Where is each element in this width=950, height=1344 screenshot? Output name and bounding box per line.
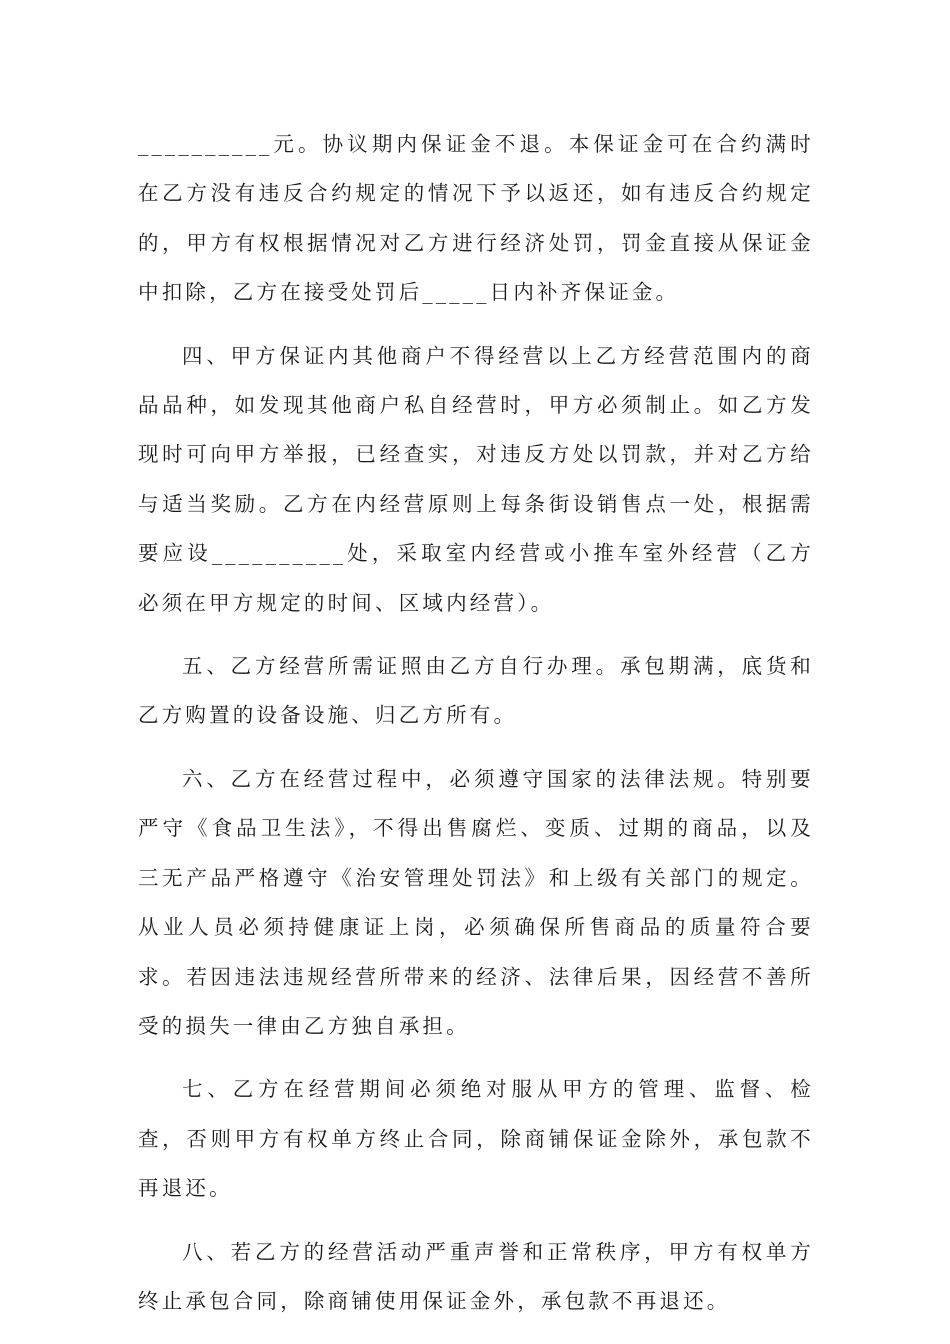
document-body [138,120,814,1340]
paragraph-clause-4: 四、甲方保证内其他商户不得经营以上乙方经营范围内的商品品种，如发现其他商户私自经营时，甲方必须制止。如乙方发现时可向甲方举报，已经查实，对违反方处以罚款，并对乙方给与适当奖励。乙方在内经营原则上每条街设销售点一处，根据需要应设__________处，采取室内经营或小推车室外经营（乙方必须在甲方规定的时间、区域内经营）。 [138,343,814,615]
paragraph-clause-8: 八、若乙方的经营活动严重声誉和正常秩序，甲方有权单方终止承包合同，除商铺使用保证金外，承包款不再退还。 [138,1239,814,1313]
paragraph-deposit-clause: __________元。协议期内保证金不退。本保证金可在合约满时在乙方没有违反合约规定的情况下予以返还，如有违反合约规定的，甲方有权根据情况对乙方进行经济处罚，罚金直接从保证金中扣除，乙方在接受处罚后_____日内补齐保证金。 [138,132,814,305]
paragraph-clause-5: 五、乙方经营所需证照由乙方自行办理。承包期满，底货和乙方购置的设备设施、归乙方所有。 [138,654,814,728]
paragraph-clause-7: 七、乙方在经营期间必须绝对服从甲方的管理、监督、检查，否则甲方有权单方终止合同，除商铺保证金除外，承包款不再退还。 [138,1077,814,1201]
paragraph-clause-6: 六、乙方在经营过程中，必须遵守国家的法律法规。特别要严守《食品卫生法》，不得出售腐烂、变质、过期的商品，以及三无产品严格遵守《治安管理处罚法》和上级有关部门的规定。从业人员必须持健康证上岗，必须确保所售商品的质量符合要求。若因违法违规经营所带来的经济、法律后果，因经营不善所受的损失一律由乙方独自承担。 [138,766,814,1038]
